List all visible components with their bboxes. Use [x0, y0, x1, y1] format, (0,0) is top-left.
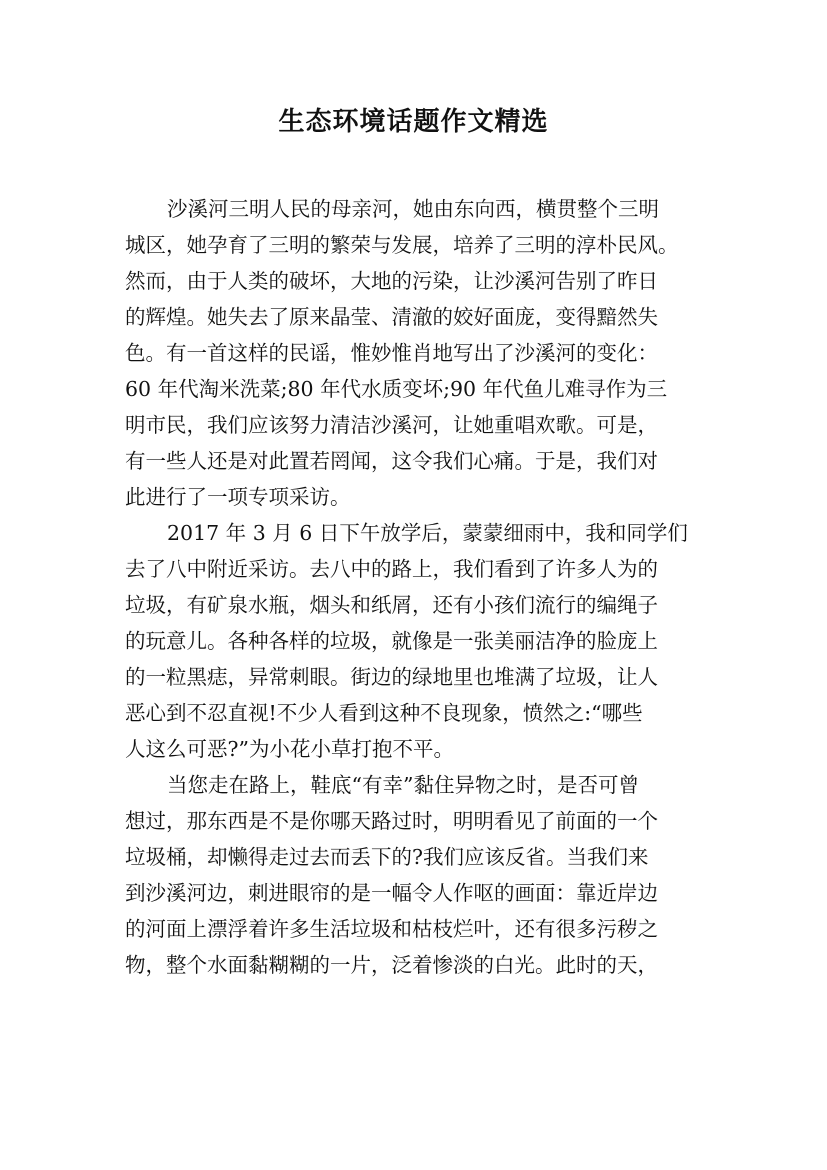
text-line: 的玩意儿。各种各样的垃圾，就像是一张美丽洁净的脸庞上 — [125, 629, 658, 653]
text-line: 此进行了一项专项采访。 — [125, 485, 351, 509]
text-line: 然而，由于人类的破坏，大地的污染，让沙溪河告别了昨日 — [125, 269, 658, 293]
text-line: 明市民，我们应该努力清洁沙溪河，让她重唱欢歌。可是， — [125, 413, 658, 437]
text-line: 的辉煌。她失去了原来晶莹、清澈的姣好面庞，变得黯然失 — [125, 305, 658, 329]
text-line: 城区，她孕育了三明的繁荣与发展，培养了三明的淳朴民风。 — [125, 233, 679, 257]
text-line: 有一些人还是对此置若罔闻，这令我们心痛。于是，我们对 — [125, 449, 658, 473]
document-title: 生态环境话题作文精选 — [278, 107, 549, 137]
text-line: 到沙溪河边，刺进眼帘的是一幅令人作呕的画面：靠近岸边 — [125, 881, 658, 905]
text-line: 恶心到不忍直视!不少人看到这种不良现象，愤然之:“哪些 — [125, 701, 643, 725]
text-line: 垃圾，有矿泉水瓶，烟头和纸屑，还有小孩们流行的编绳子 — [125, 593, 658, 617]
document-body — [125, 191, 715, 983]
text-line: 去了八中附近采访。去八中的路上，我们看到了许多人为的 — [125, 557, 658, 581]
text-line: 60 年代淘米洗菜;80 年代水质变坏;90 年代鱼儿难寻作为三 — [125, 377, 668, 401]
text-line: 的河面上漂浮着许多生活垃圾和枯枝烂叶，还有很多污秽之 — [125, 917, 658, 941]
text-line: 沙溪河三明人民的母亲河，她由东向西，横贯整个三明 — [167, 197, 659, 221]
text-line: 当您走在路上，鞋底“有幸”黏住异物之时，是否可曾 — [167, 773, 639, 797]
text-line: 人这么可恶?”为小花小草打抱不平。 — [125, 737, 454, 761]
text-line: 垃圾桶，却懒得走过去而丢下的?我们应该反省。当我们来 — [125, 845, 649, 869]
text-line: 物，整个水面黏糊糊的一片，泛着惨淡的白光。此时的天， — [125, 953, 658, 977]
text-line: 色。有一首这样的民谣，惟妙惟肖地写出了沙溪河的变化： — [125, 341, 658, 365]
text-line: 的一粒黑痣，异常刺眼。街边的绿地里也堆满了垃圾，让人 — [125, 665, 658, 689]
text-line: 2017 年 3 月 6 日下午放学后，蒙蒙细雨中，我和同学们 — [167, 521, 688, 545]
text-line: 想过，那东西是不是你哪天路过时，明明看见了前面的一个 — [125, 809, 658, 833]
